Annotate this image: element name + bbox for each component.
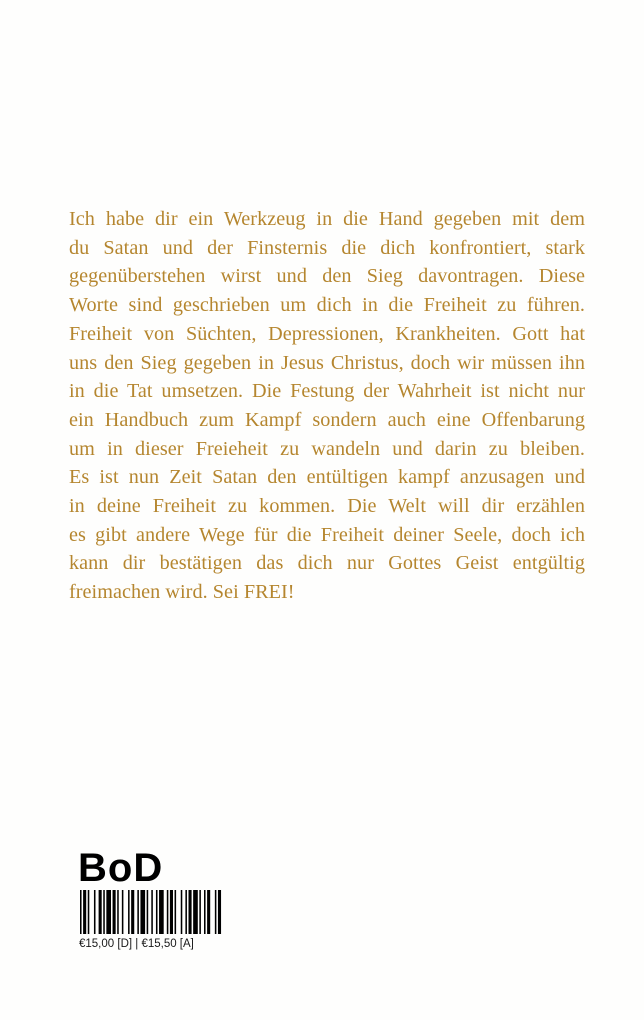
barcode-icon [80, 890, 268, 934]
blurb-line: kann dir bestätigen das dich nur Gottes Geist entgültig [69, 552, 585, 575]
blurb-line: Freiheit von Süchten, Depressionen, Krankheiten. Gott hat [69, 322, 585, 345]
blurb-line: Ich habe dir ein Werkzeug in die Hand gegeben mit dem [69, 208, 585, 230]
blurb-line: Es ist nun Zeit Satan den entültigen kampf anzusagen und [69, 466, 585, 489]
blurb-line: Worte sind geschrieben um dich in die Freiheit zu führen. [69, 294, 585, 317]
back-cover-blurb [69, 205, 585, 607]
blurb-line: gegenüberstehen wirst und den Sieg davontragen. Diese [69, 265, 585, 288]
publisher-logo: BoD [78, 846, 164, 890]
blurb-line: in deine Freiheit zu kommen. Die Welt will dir erzählen [69, 495, 585, 518]
blurb-line: du Satan und der Finsternis die dich konfrontiert, stark [69, 236, 585, 259]
blurb-line: es gibt andere Wege für die Freiheit deiner Seele, doch ich [69, 523, 585, 546]
blurb-line: ein Handbuch zum Kampf sondern auch eine Offenbarung [69, 408, 585, 431]
blurb-line: freimachen wird. Sei FREI! [69, 581, 295, 604]
price-label: €15,00 [D] | €15,50 [A] [79, 938, 194, 950]
blurb-line: uns den Sieg gegeben in Jesus Christus, doch wir müssen ihn [69, 351, 585, 374]
blurb-line: in die Tat umsetzen. Die Festung der Wahrheit ist nicht nur [69, 380, 585, 403]
blurb-line: um in dieser Freieheit zu wandeln und darin zu bleiben. [69, 437, 585, 460]
